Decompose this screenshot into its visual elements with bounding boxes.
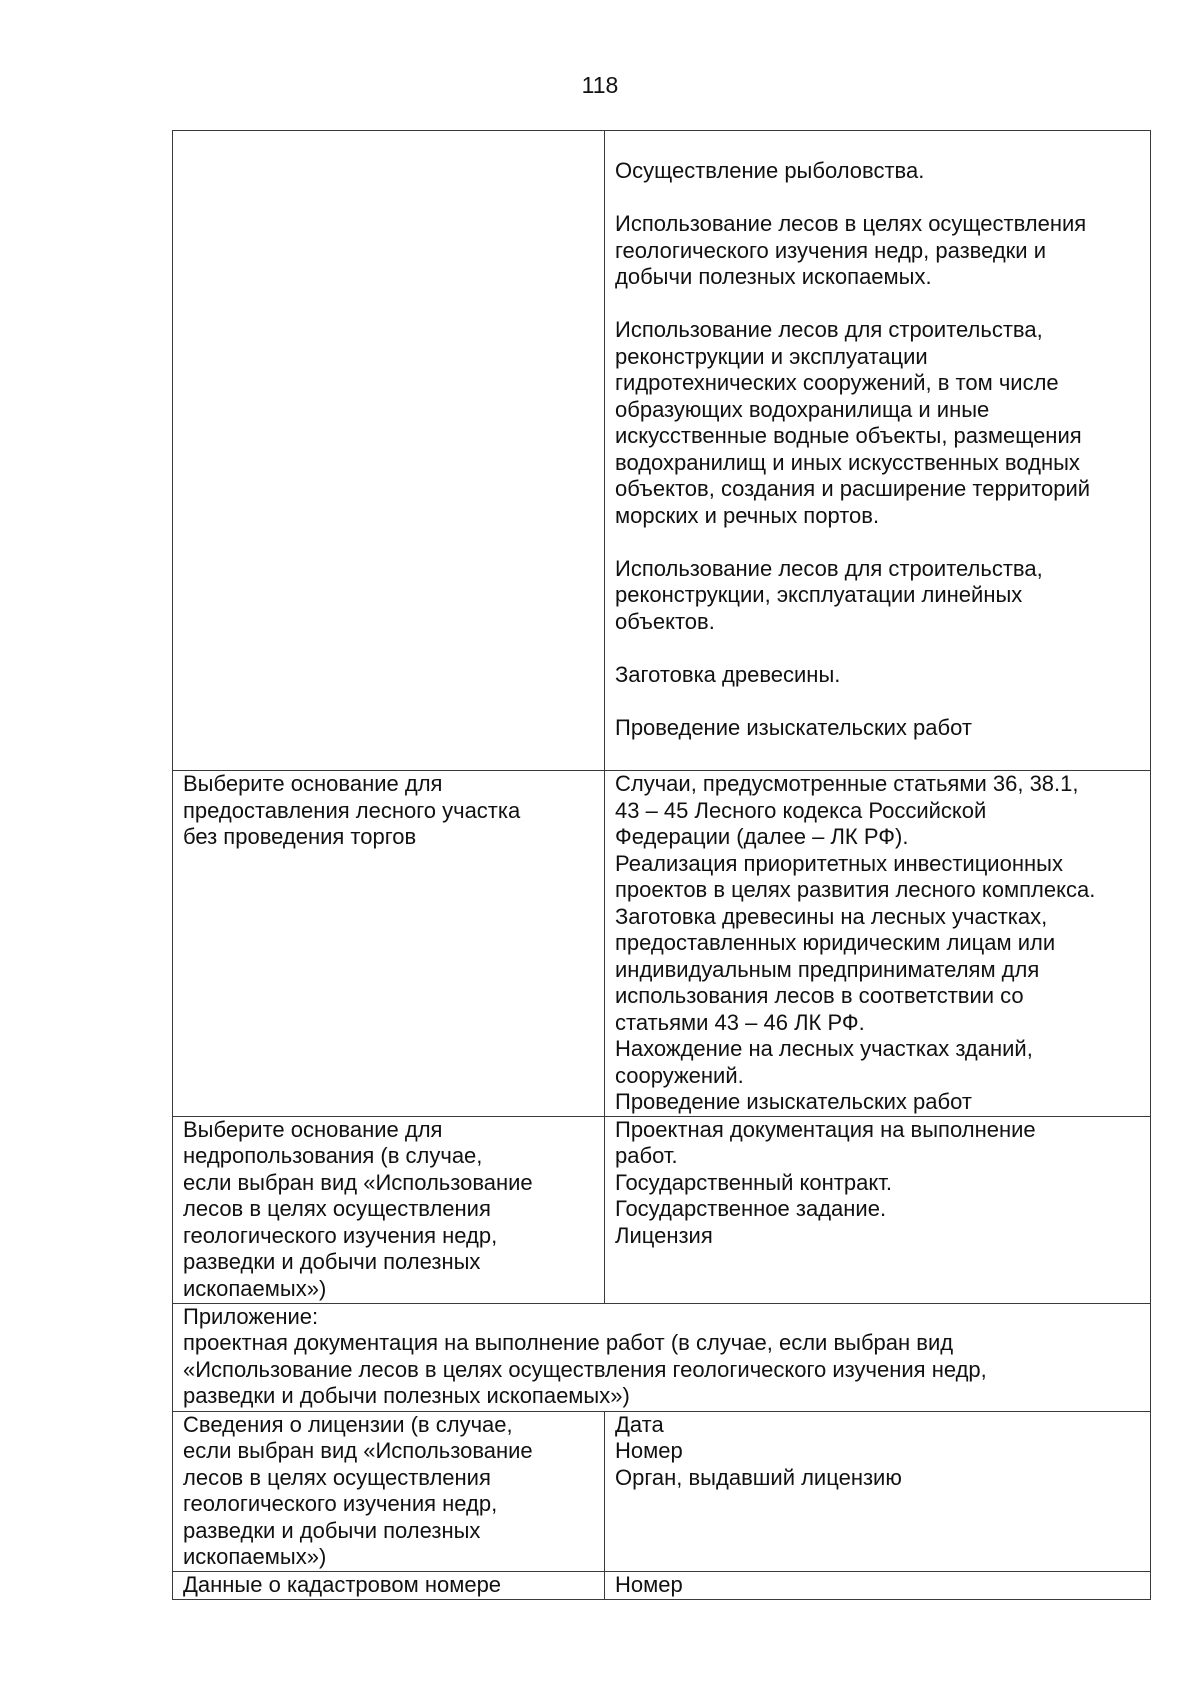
- text-line: предоставленных юридическим лицам или: [615, 930, 1056, 955]
- text-line: проектов в целях развития лесного комплекса.: [615, 877, 1096, 902]
- table-row-subsoil-basis: [173, 1116, 1151, 1303]
- text-line: геологического изучения недр, разведки и: [615, 237, 1046, 263]
- text-line: Использование лесов для строительства,: [615, 555, 1043, 581]
- text-line: проектная документация на выполнение работ (в случае, если выбран вид: [183, 1330, 954, 1355]
- text-line: лесов в целях осуществления: [183, 1464, 491, 1490]
- cell-activity-types: [605, 131, 1151, 771]
- text-line: Приложение:: [183, 1303, 319, 1329]
- cell-options: [605, 771, 1151, 1117]
- text-line: образующих водохранилища и иные: [615, 396, 990, 422]
- text-line: Дата: [615, 1411, 664, 1437]
- cell-options: [605, 1116, 1151, 1303]
- text-line: Выберите основание для: [183, 1116, 443, 1142]
- table-row-activity-types: [173, 131, 1151, 771]
- text-line: сооружений.: [615, 1062, 744, 1088]
- text-line: «Использование лесов в целях осуществления геологического изучения недр,: [183, 1356, 987, 1382]
- text-line: недропользования (в случае,: [183, 1143, 483, 1168]
- text-line: если выбран вид «Использование: [183, 1169, 533, 1195]
- cell-label: [173, 1571, 605, 1599]
- text-line: Лицензия: [615, 1222, 713, 1248]
- text-line: Случаи, предусмотренные статьями 36, 38.1,: [615, 771, 1079, 796]
- text-line: ископаемых»): [183, 1544, 327, 1569]
- cell-attachment: [173, 1303, 1151, 1411]
- cell-options: [605, 1411, 1151, 1571]
- text-line: Выберите основание для: [183, 771, 443, 796]
- text-line: геологического изучения недр,: [183, 1491, 498, 1516]
- text-line: использования лесов в соответствии со: [615, 983, 1024, 1008]
- cell-label: [173, 1411, 605, 1571]
- table-row-attachment: [173, 1303, 1151, 1411]
- text-line: разведки и добычи полезных: [183, 1249, 481, 1274]
- table-row-license-info: [173, 1411, 1151, 1571]
- cell-label: [173, 1116, 605, 1303]
- form-table: [172, 130, 1151, 1600]
- text-line: если выбран вид «Использование: [183, 1438, 533, 1463]
- text-line: 43 – 45 Лесного кодекса Российской: [615, 797, 987, 823]
- text-line: искусственные водные объекты, размещения: [615, 423, 1082, 448]
- text-line: работ.: [615, 1143, 678, 1168]
- text-line: Проведение изыскательских работ: [615, 714, 972, 740]
- text-line: Проведение изыскательских работ: [615, 1089, 972, 1114]
- text-line: предоставления лесного участка: [183, 797, 521, 823]
- text-line: Данные о кадастровом номере: [183, 1571, 502, 1597]
- text-line: Федерации (далее – ЛК РФ).: [615, 824, 909, 849]
- text-line: Использование лесов в целях осуществления: [615, 211, 1087, 236]
- text-line: Использование лесов для строительства,: [615, 317, 1043, 342]
- cell-left-empty: [173, 131, 605, 771]
- text-line: гидротехнических сооружений, в том числе: [615, 370, 1059, 395]
- table-row-cadastral: [173, 1571, 1151, 1599]
- text-line: Заготовка древесины.: [615, 661, 841, 687]
- text-line: Государственный контракт.: [615, 1169, 892, 1195]
- text-line: без проведения торгов: [183, 824, 417, 849]
- text-line: лесов в целях осуществления: [183, 1196, 491, 1221]
- cell-options: [605, 1571, 1151, 1599]
- text-line: Номер: [615, 1571, 683, 1597]
- text-line: водохранилищ и иных искусственных водных: [615, 449, 1080, 475]
- text-line: объектов, создания и расширение территорий: [615, 476, 1091, 501]
- text-line: добычи полезных ископаемых.: [615, 264, 932, 289]
- text-line: Орган, выдавший лицензию: [615, 1464, 902, 1490]
- text-line: геологического изучения недр,: [183, 1222, 498, 1248]
- text-line: Реализация приоритетных инвестиционных: [615, 850, 1063, 876]
- text-line: Государственное задание.: [615, 1196, 887, 1221]
- text-line: реконструкции, эксплуатации линейных: [615, 582, 1023, 607]
- text-line: Проектная документация на выполнение: [615, 1116, 1036, 1142]
- text-line: Сведения о лицензии (в случае,: [183, 1411, 513, 1437]
- table-row-basis-without-auction: [173, 771, 1151, 1117]
- text-line: ископаемых»): [183, 1275, 327, 1301]
- text-line: разведки и добычи полезных: [183, 1517, 481, 1543]
- text-line: объектов.: [615, 608, 715, 634]
- text-line: Осуществление рыболовства.: [615, 158, 925, 183]
- text-line: морских и речных портов.: [615, 502, 880, 528]
- text-line: реконструкции и эксплуатации: [615, 343, 928, 369]
- page-number: 118: [581, 72, 619, 98]
- text-line: Нахождение на лесных участках зданий,: [615, 1036, 1033, 1061]
- text-line: индивидуальным предпринимателям для: [615, 956, 1040, 982]
- cell-label: [173, 771, 605, 1117]
- text-line: статьями 43 – 46 ЛК РФ.: [615, 1009, 865, 1035]
- text-line: разведки и добычи полезных ископаемых»): [183, 1383, 630, 1408]
- text-line: Номер: [615, 1438, 683, 1463]
- text-line: Заготовка древесины на лесных участках,: [615, 903, 1048, 929]
